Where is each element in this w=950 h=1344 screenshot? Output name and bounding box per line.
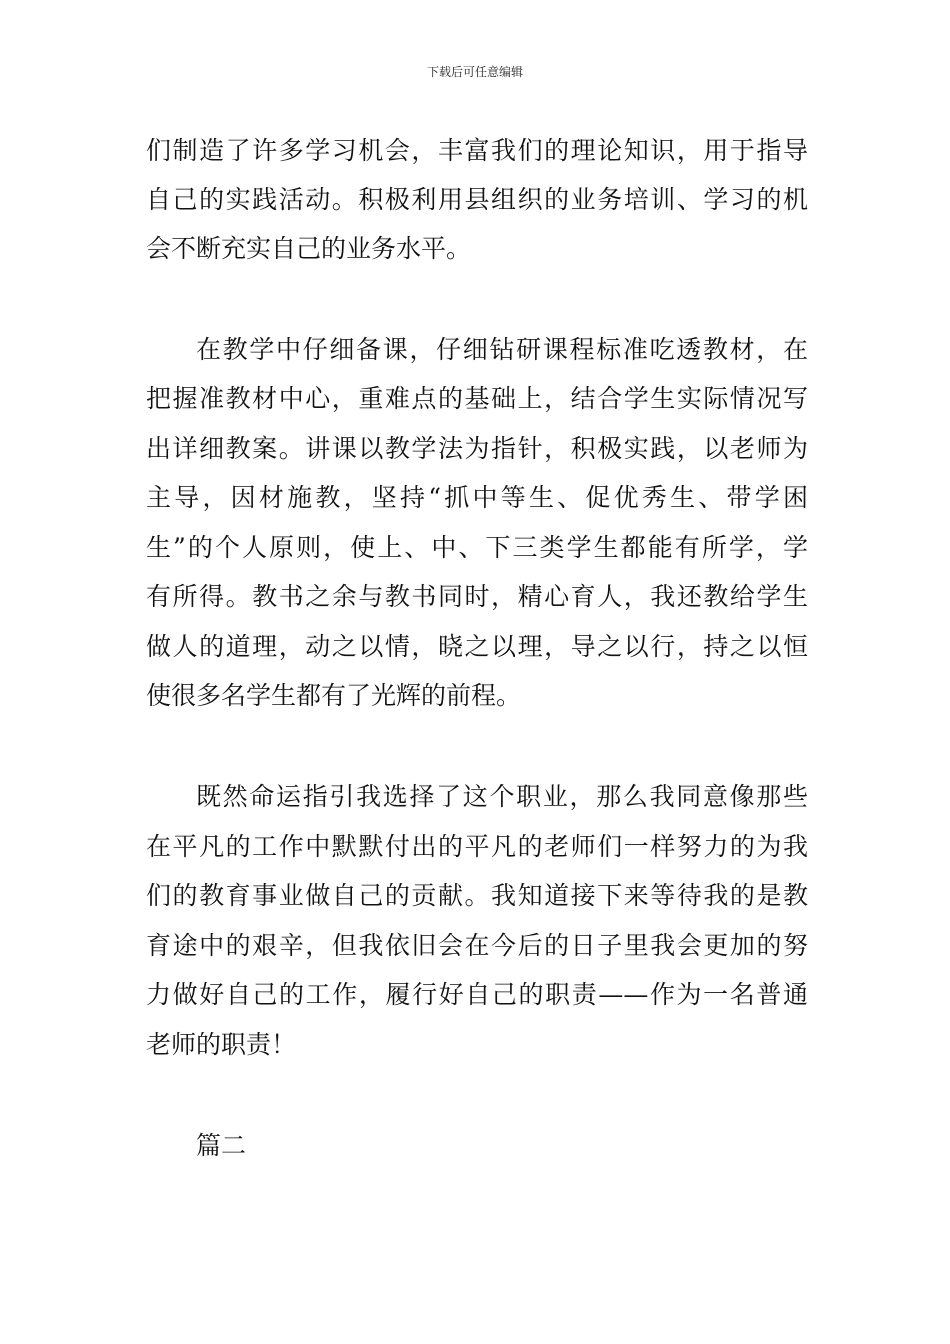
paragraph-3-line-6: 老师的职责！ [146, 1030, 297, 1059]
paragraph-2-line-5: 生”的个人原则，使上、中、下三类学生都能有所学，学 [146, 533, 808, 562]
paragraph-2-line-7: 做人的道理，动之以情，晓之以理，导之以行，持之以恒 [146, 632, 808, 661]
paragraph-3-line-4: 育途中的艰辛，但我依旧会在今后的日子里我会更加的努 [146, 931, 808, 960]
paragraph-1-line-3: 会不断充实自己的业务水平。 [146, 234, 472, 263]
paragraph-2-line-6: 有所得。教书之余与教书同时，精心育人，我还教给学生 [146, 582, 808, 611]
paragraph-1-line-1: 们制造了许多学习机会，丰富我们的理论知识，用于指导 [146, 136, 808, 165]
paragraph-3-line-1: 既然命运指引我选择了这个职业，那么我同意像那些 [196, 782, 808, 811]
paragraph-3-line-2: 在平凡的工作中默默付出的平凡的老师们一样努力的为我 [146, 832, 808, 861]
paragraph-2-line-1: 在教学中仔细备课，仔细钻研课程标准吃透教材，在 [196, 335, 808, 364]
paragraph-2-line-3: 出详细教案。讲课以教学法为指针，积极实践，以老师为 [146, 434, 808, 463]
paragraph-3-line-3: 们的教育事业做自己的贡献。我知道接下来等待我的是教 [146, 881, 808, 910]
paragraph-2-line-8: 使很多名学生都有了光辉的前程。 [146, 681, 522, 710]
section-heading: 篇二 [196, 1131, 247, 1160]
paragraph-2-line-2: 把握准教材中心，重难点的基础上，结合学生实际情况写 [146, 384, 808, 413]
paragraph-2-line-4: 主导，因材施教，坚持“抓中等生、促优秀生、带学困 [146, 483, 808, 512]
paragraph-3-line-5: 力做好自己的工作，履行好自己的职责——作为一名普通 [146, 980, 808, 1009]
paragraph-1-line-2: 自己的实践活动。积极利用县组织的业务培训、学习的机 [146, 185, 808, 214]
page-header: 下载后可任意编辑 [426, 65, 523, 79]
